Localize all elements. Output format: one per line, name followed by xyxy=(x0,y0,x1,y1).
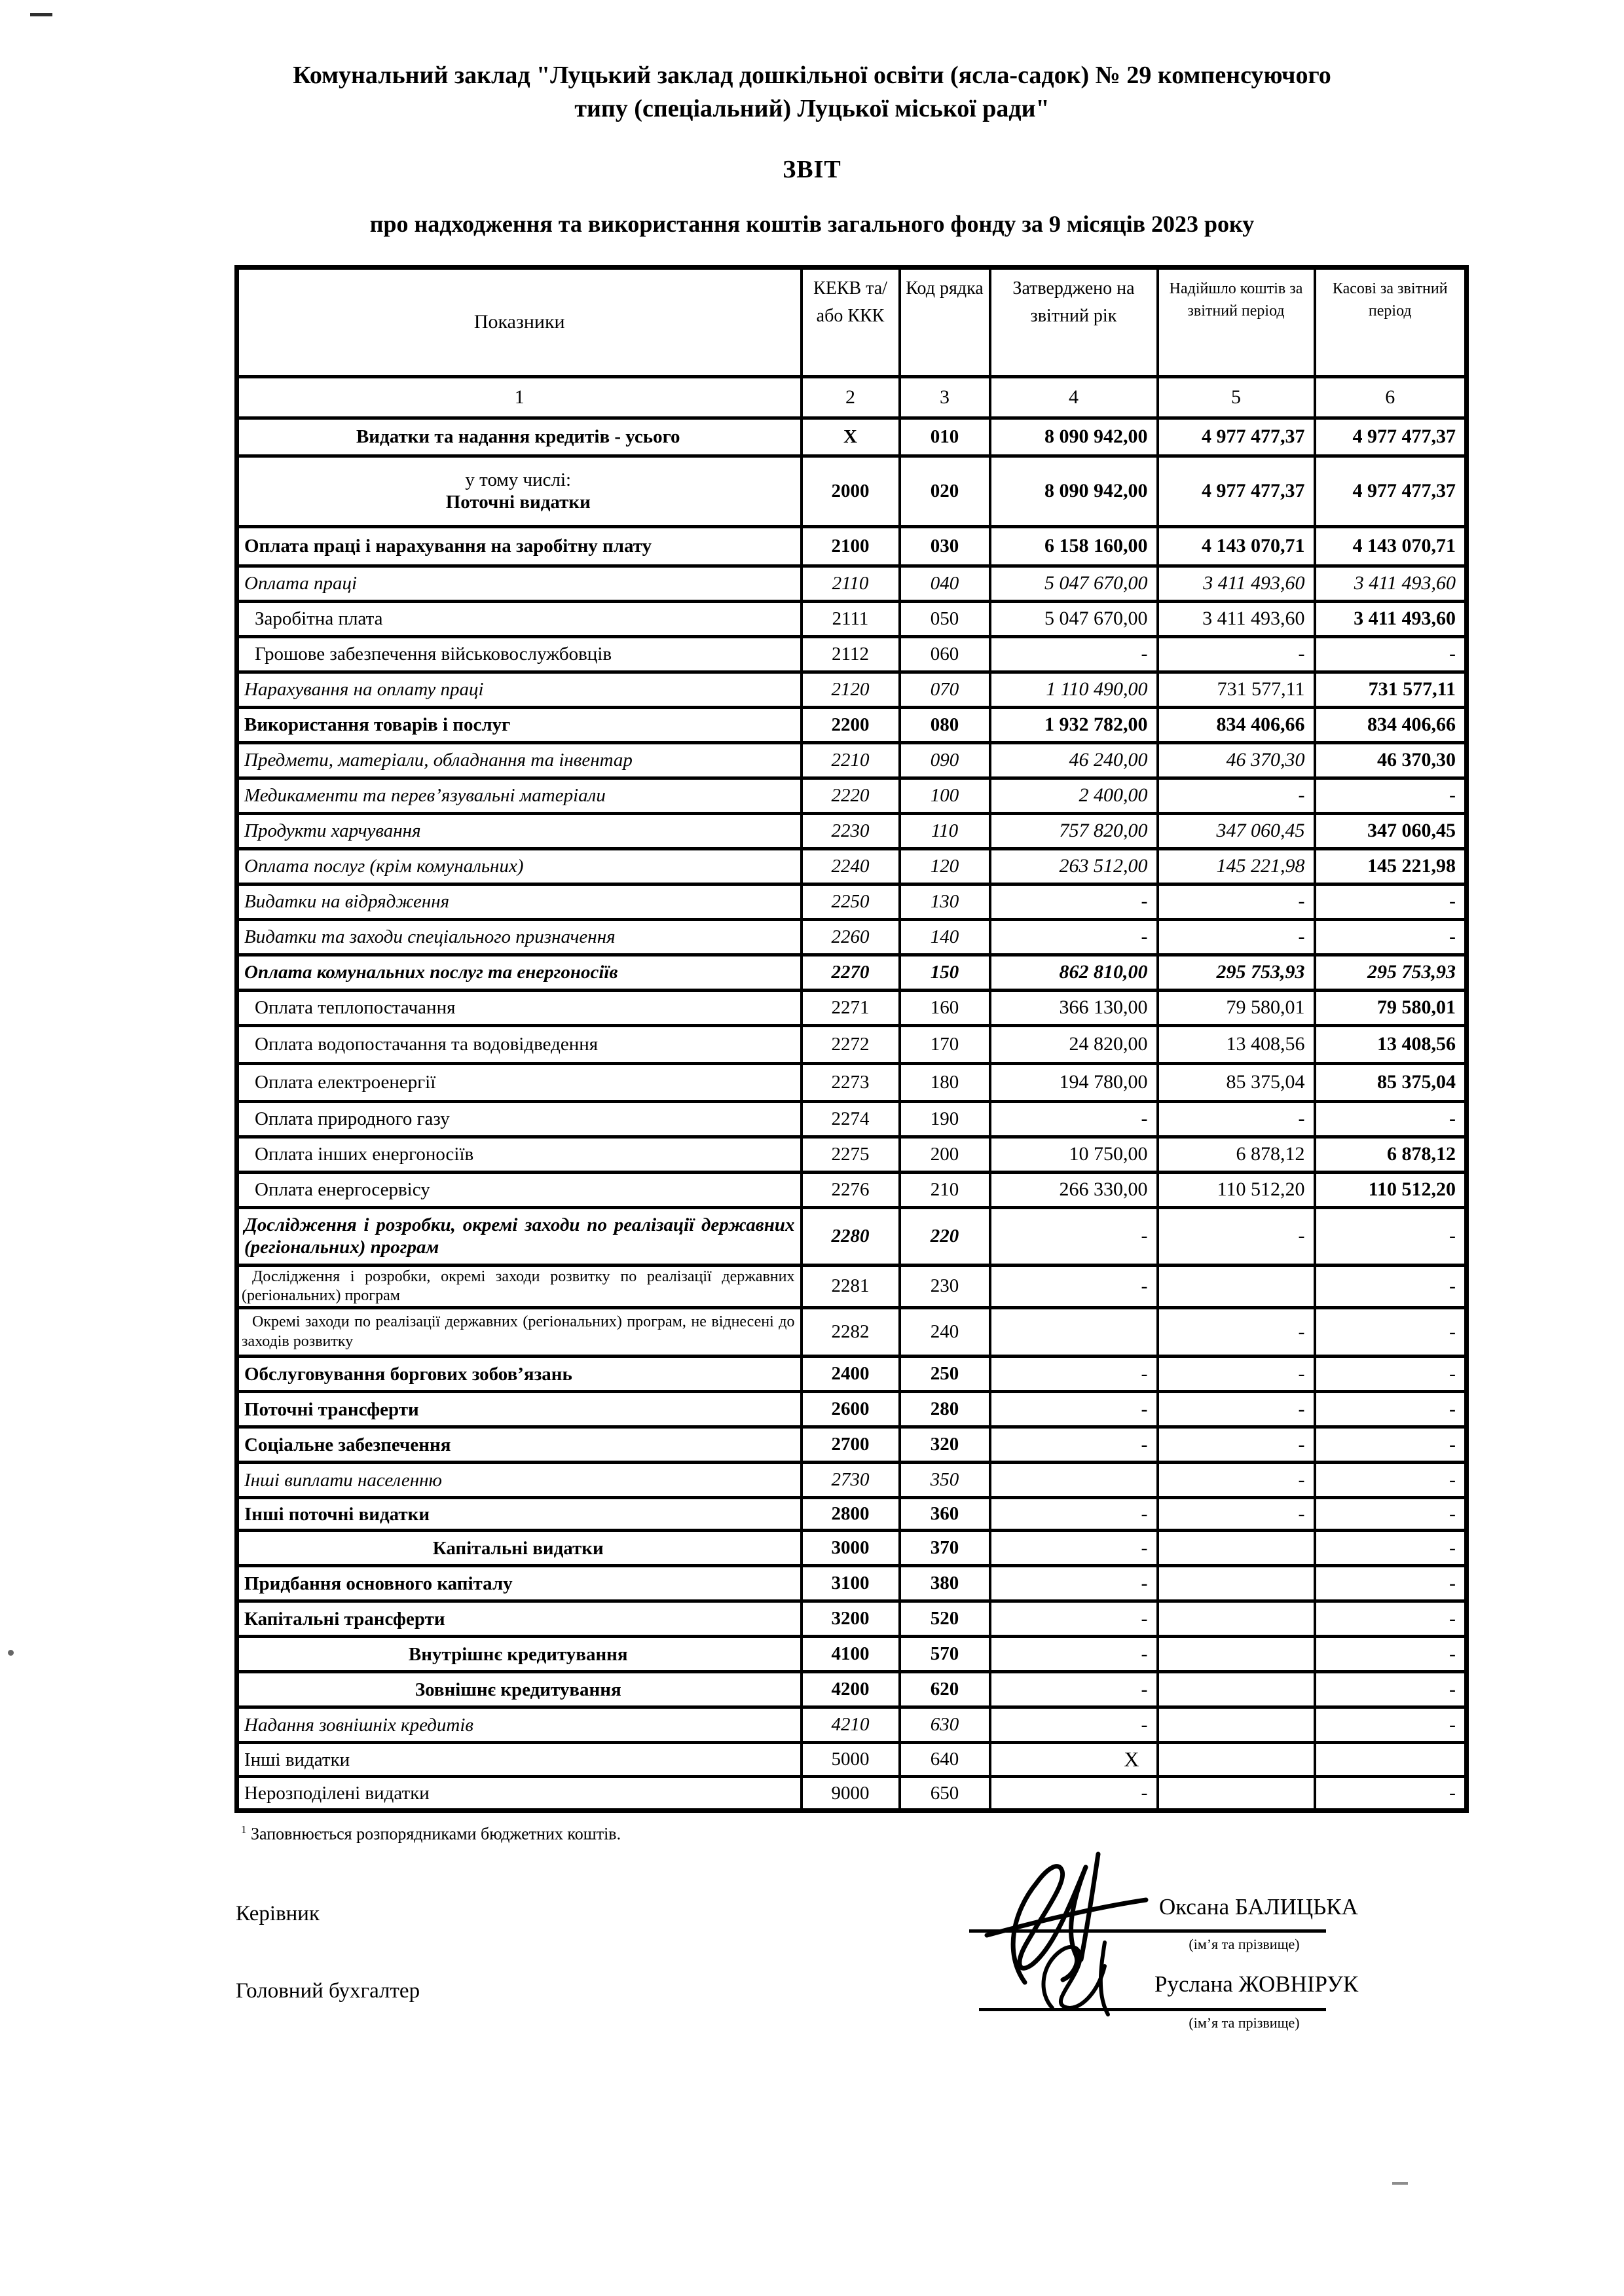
kekv-cell: 2700 xyxy=(802,1427,900,1463)
cash-cell: - xyxy=(1315,1308,1467,1357)
table-row xyxy=(237,848,1467,884)
cash-cell: 85 375,04 xyxy=(1315,1063,1467,1101)
cash-cell: - xyxy=(1315,1207,1467,1265)
code-cell: 080 xyxy=(900,707,990,742)
kekv-cell: 2230 xyxy=(802,813,900,848)
kekv-cell: 2275 xyxy=(802,1137,900,1172)
table-row xyxy=(237,636,1467,672)
table-row xyxy=(237,1566,1467,1601)
table-row xyxy=(237,1637,1467,1672)
kekv-cell: 9000 xyxy=(802,1777,900,1811)
code-cell: 130 xyxy=(900,884,990,919)
col-header-indicators: Показники xyxy=(237,267,802,376)
code-cell: 220 xyxy=(900,1207,990,1265)
code-cell: 120 xyxy=(900,848,990,884)
approved-cell: - xyxy=(990,1207,1158,1265)
code-cell: 250 xyxy=(900,1357,990,1392)
code-cell: 100 xyxy=(900,778,990,813)
indicator-cell: Соціальне забезпечення xyxy=(237,1427,802,1463)
table-row xyxy=(237,955,1467,990)
signature-role-chief-accountant: Головний бухгалтер xyxy=(236,1978,420,2003)
table-row xyxy=(237,1392,1467,1427)
kekv-cell: 2250 xyxy=(802,884,900,919)
column-number-cell: 4 xyxy=(990,376,1158,418)
code-cell: 320 xyxy=(900,1427,990,1463)
code-cell: 230 xyxy=(900,1265,990,1308)
approved-cell: 1 932 782,00 xyxy=(990,707,1158,742)
code-cell: 050 xyxy=(900,601,990,636)
col-header-cash: Касові за звітний період xyxy=(1315,267,1467,376)
received-cell xyxy=(1158,1566,1315,1601)
table-row xyxy=(237,526,1467,566)
received-cell: 6 878,12 xyxy=(1158,1137,1315,1172)
cash-cell: - xyxy=(1315,1777,1467,1811)
code-cell: 070 xyxy=(900,672,990,707)
approved-cell: 8 090 942,00 xyxy=(990,456,1158,526)
approved-cell: 266 330,00 xyxy=(990,1172,1158,1207)
indicator-cell: Дослідження і розробки, окремі заходи по реалізації державних (регіональних) програм xyxy=(237,1207,802,1265)
received-cell: 347 060,45 xyxy=(1158,813,1315,848)
kekv-cell: 2260 xyxy=(802,919,900,955)
code-cell: 190 xyxy=(900,1101,990,1137)
kekv-cell: 2272 xyxy=(802,1025,900,1063)
cash-cell: - xyxy=(1315,1566,1467,1601)
indicator-cell: Нерозподілені видатки xyxy=(237,1777,802,1811)
received-cell: 85 375,04 xyxy=(1158,1063,1315,1101)
indicator-cell: Оплата водопостачання та водовідведення xyxy=(237,1025,802,1063)
indicator-cell: Видатки та надання кредитів - усього xyxy=(237,418,802,456)
table-row xyxy=(237,1101,1467,1137)
code-cell: 210 xyxy=(900,1172,990,1207)
signature-block xyxy=(0,1868,1624,2149)
indicator-cell: Оплата електроенергії xyxy=(237,1063,802,1101)
received-cell: - xyxy=(1158,636,1315,672)
kekv-cell: 2271 xyxy=(802,990,900,1025)
kekv-cell: 2270 xyxy=(802,955,900,990)
kekv-cell: 2210 xyxy=(802,742,900,778)
column-number-cell: 5 xyxy=(1158,376,1315,418)
code-cell: 520 xyxy=(900,1601,990,1637)
table-row xyxy=(237,1707,1467,1743)
table-row xyxy=(237,742,1467,778)
code-cell: 170 xyxy=(900,1025,990,1063)
cash-cell: 295 753,93 xyxy=(1315,955,1467,990)
received-cell: - xyxy=(1158,1357,1315,1392)
table-row xyxy=(237,566,1467,601)
kekv-cell: 2281 xyxy=(802,1265,900,1308)
kekv-cell: 2220 xyxy=(802,778,900,813)
table-row xyxy=(237,1427,1467,1463)
table-row xyxy=(237,1172,1467,1207)
received-cell: - xyxy=(1158,1308,1315,1357)
kekv-cell: 2240 xyxy=(802,848,900,884)
cash-cell: - xyxy=(1315,778,1467,813)
indicator-cell: Оплата енергосервісу xyxy=(237,1172,802,1207)
indicator-cell: Поточні трансферти xyxy=(237,1392,802,1427)
footnote-marker: 1 xyxy=(241,1823,247,1836)
approved-cell: - xyxy=(990,919,1158,955)
indicator-cell: Оплата природного газу xyxy=(237,1101,802,1137)
code-cell: 030 xyxy=(900,526,990,566)
cash-cell: - xyxy=(1315,1707,1467,1743)
approved-cell: - xyxy=(990,1531,1158,1566)
table-row xyxy=(237,456,1467,526)
report-subtitle: про надходження та використання коштів загального фонду за 9 місяців 2023 року xyxy=(369,210,1255,237)
cash-cell: - xyxy=(1315,1601,1467,1637)
cash-cell xyxy=(1315,1743,1467,1777)
approved-cell: 10 750,00 xyxy=(990,1137,1158,1172)
table-row xyxy=(237,813,1467,848)
table-row xyxy=(237,919,1467,955)
table-row xyxy=(237,1777,1467,1811)
received-cell: - xyxy=(1158,1498,1315,1531)
organization-title-line1: Комунальний заклад "Луцький заклад дошкільної освіти (ясла-садок) № 29 компенсуючого xyxy=(293,62,1331,89)
received-cell xyxy=(1158,1265,1315,1308)
scan-artifact xyxy=(8,1650,14,1656)
cash-cell: 4 143 070,71 xyxy=(1315,526,1467,566)
code-cell: 140 xyxy=(900,919,990,955)
cash-cell: - xyxy=(1315,1427,1467,1463)
indicator-cell: у тому числі: Поточні видатки xyxy=(237,456,802,526)
kekv-cell: X xyxy=(802,418,900,456)
col-header-approved: Затверджено на звітний рік xyxy=(990,267,1158,376)
column-number-cell: 2 xyxy=(802,376,900,418)
kekv-cell: 2112 xyxy=(802,636,900,672)
received-cell: - xyxy=(1158,1207,1315,1265)
document-header xyxy=(0,0,1624,238)
organization-title-line2: типу (спеціальний) Луцької міської ради" xyxy=(574,95,1050,123)
indicator-cell: Інші поточні видатки xyxy=(237,1498,802,1531)
table-row xyxy=(237,1137,1467,1172)
code-cell: 060 xyxy=(900,636,990,672)
code-cell: 240 xyxy=(900,1308,990,1357)
indicator-cell: Інші видатки xyxy=(237,1743,802,1777)
received-cell xyxy=(1158,1531,1315,1566)
code-cell: 370 xyxy=(900,1531,990,1566)
cash-cell: - xyxy=(1315,1498,1467,1531)
received-cell: 295 753,93 xyxy=(1158,955,1315,990)
received-cell: - xyxy=(1158,1463,1315,1498)
indicator-cell: Надання зовнішніх кредитів xyxy=(237,1707,802,1743)
code-cell: 160 xyxy=(900,990,990,1025)
received-cell xyxy=(1158,1637,1315,1672)
cash-cell: - xyxy=(1315,636,1467,672)
code-cell: 090 xyxy=(900,742,990,778)
cash-cell: - xyxy=(1315,1672,1467,1707)
indicator-cell: Капітальні трансферти xyxy=(237,1601,802,1637)
received-cell: 110 512,20 xyxy=(1158,1172,1315,1207)
kekv-cell: 2100 xyxy=(802,526,900,566)
cash-cell: 3 411 493,60 xyxy=(1315,601,1467,636)
code-cell: 360 xyxy=(900,1498,990,1531)
indicator-cell: Оплата послуг (крім комунальних) xyxy=(237,848,802,884)
column-number-row xyxy=(237,376,1467,418)
approved-cell: 2 400,00 xyxy=(990,778,1158,813)
kekv-cell: 2276 xyxy=(802,1172,900,1207)
approved-cell: 5 047 670,00 xyxy=(990,601,1158,636)
code-cell: 630 xyxy=(900,1707,990,1743)
received-cell: - xyxy=(1158,1101,1315,1137)
indicator-cell: Оплата теплопостачання xyxy=(237,990,802,1025)
indicator-cell: Капітальні видатки xyxy=(237,1531,802,1566)
code-cell: 280 xyxy=(900,1392,990,1427)
cash-cell: - xyxy=(1315,1637,1467,1672)
approved-cell: 8 090 942,00 xyxy=(990,418,1158,456)
table-row xyxy=(237,1063,1467,1101)
received-cell: - xyxy=(1158,919,1315,955)
code-cell: 020 xyxy=(900,456,990,526)
indicator-cell: Внутрішнє кредитування xyxy=(237,1637,802,1672)
kekv-cell: 3200 xyxy=(802,1601,900,1637)
code-cell: 010 xyxy=(900,418,990,456)
received-cell: 4 977 477,37 xyxy=(1158,418,1315,456)
indicator-cell: Придбання основного капіталу xyxy=(237,1566,802,1601)
footnote-text: Заповнюється розпорядниками бюджетних коштів. xyxy=(251,1824,621,1844)
indicator-cell: Заробітна плата xyxy=(237,601,802,636)
approved-cell: 862 810,00 xyxy=(990,955,1158,990)
signatory-name-director: Оксана БАЛИЦЬКА xyxy=(1159,1893,1358,1920)
received-cell: 3 411 493,60 xyxy=(1158,601,1315,636)
indicator-cell: Грошове забезпечення військовослужбовців xyxy=(237,636,802,672)
indicator-cell: Предмети, матеріали, обладнання та інвентар xyxy=(237,742,802,778)
table-row xyxy=(237,1601,1467,1637)
approved-cell: X xyxy=(990,1743,1158,1777)
table-row xyxy=(237,1265,1467,1308)
code-cell: 640 xyxy=(900,1743,990,1777)
table-row xyxy=(237,1463,1467,1498)
kekv-cell: 2400 xyxy=(802,1357,900,1392)
received-cell: - xyxy=(1158,778,1315,813)
table-row xyxy=(237,778,1467,813)
received-cell xyxy=(1158,1777,1315,1811)
cash-cell: - xyxy=(1315,1463,1467,1498)
column-number-cell: 3 xyxy=(900,376,990,418)
organization-title xyxy=(170,59,1454,126)
approved-cell: - xyxy=(990,1707,1158,1743)
received-cell: 4 143 070,71 xyxy=(1158,526,1315,566)
approved-cell: 5 047 670,00 xyxy=(990,566,1158,601)
col-header-kekv: КЕКВ та/або ККК xyxy=(802,267,900,376)
received-cell: 46 370,30 xyxy=(1158,742,1315,778)
approved-cell: 1 110 490,00 xyxy=(990,672,1158,707)
kekv-cell: 5000 xyxy=(802,1743,900,1777)
handwritten-signature-accountant xyxy=(1012,1928,1143,2020)
kekv-cell: 2120 xyxy=(802,672,900,707)
approved-cell: 194 780,00 xyxy=(990,1063,1158,1101)
table-row xyxy=(237,418,1467,456)
col-header-row-code: Код рядка xyxy=(900,267,990,376)
cash-cell: - xyxy=(1315,1265,1467,1308)
cash-cell: 110 512,20 xyxy=(1315,1172,1467,1207)
received-cell: 3 411 493,60 xyxy=(1158,566,1315,601)
approved-cell: 46 240,00 xyxy=(990,742,1158,778)
code-cell: 650 xyxy=(900,1777,990,1811)
approved-cell: - xyxy=(990,1265,1158,1308)
approved-cell: 366 130,00 xyxy=(990,990,1158,1025)
column-number-cell: 6 xyxy=(1315,376,1467,418)
received-cell: - xyxy=(1158,1392,1315,1427)
indicator-cell: Інші виплати населенню xyxy=(237,1463,802,1498)
col-header-received: Надійшло коштів за звітний період xyxy=(1158,267,1315,376)
kekv-cell: 2800 xyxy=(802,1498,900,1531)
kekv-cell: 2730 xyxy=(802,1463,900,1498)
approved-cell: 6 158 160,00 xyxy=(990,526,1158,566)
kekv-cell: 3000 xyxy=(802,1531,900,1566)
approved-cell: - xyxy=(990,1637,1158,1672)
indicator-cell: Дослідження і розробки, окремі заходи розвитку по реалізації державних (регіональних) програм xyxy=(237,1265,802,1308)
kekv-cell: 2280 xyxy=(802,1207,900,1265)
table-row xyxy=(237,990,1467,1025)
approved-cell: 24 820,00 xyxy=(990,1025,1158,1063)
signature-role-director: Керівник xyxy=(236,1901,320,1925)
cash-cell: - xyxy=(1315,884,1467,919)
cash-cell: - xyxy=(1315,919,1467,955)
approved-cell: - xyxy=(990,1777,1158,1811)
received-cell: 731 577,11 xyxy=(1158,672,1315,707)
indicator-cell: Використання товарів і послуг xyxy=(237,707,802,742)
indicator-cell: Оплата комунальних послуг та енергоносіїв xyxy=(237,955,802,990)
signature-line xyxy=(979,2008,1326,2011)
kekv-cell: 2600 xyxy=(802,1392,900,1427)
cash-cell: 834 406,66 xyxy=(1315,707,1467,742)
indicator-cell: Нарахування на оплату праці xyxy=(237,672,802,707)
cash-cell: 13 408,56 xyxy=(1315,1025,1467,1063)
code-cell: 150 xyxy=(900,955,990,990)
table-row xyxy=(237,672,1467,707)
cash-cell: - xyxy=(1315,1101,1467,1137)
approved-cell: - xyxy=(990,1601,1158,1637)
report-label: ЗВІТ xyxy=(783,155,841,183)
table-row xyxy=(237,1025,1467,1063)
approved-cell: - xyxy=(990,1566,1158,1601)
approved-cell: - xyxy=(990,1357,1158,1392)
indicator-cell: Видатки та заходи спеціального призначення xyxy=(237,919,802,955)
kekv-cell: 3100 xyxy=(802,1566,900,1601)
cash-cell: 3 411 493,60 xyxy=(1315,566,1467,601)
kekv-cell: 2111 xyxy=(802,601,900,636)
approved-cell: - xyxy=(990,1672,1158,1707)
code-cell: 380 xyxy=(900,1566,990,1601)
cash-cell: - xyxy=(1315,1392,1467,1427)
cash-cell: 4 977 477,37 xyxy=(1315,456,1467,526)
indicator-cell: Оплата праці xyxy=(237,566,802,601)
kekv-cell: 2274 xyxy=(802,1101,900,1137)
table-row xyxy=(237,1498,1467,1531)
table-row xyxy=(237,1743,1467,1777)
signature-caption: (ім’я та прізвище) xyxy=(1189,1935,1300,1952)
received-cell: 145 221,98 xyxy=(1158,848,1315,884)
cash-cell: 731 577,11 xyxy=(1315,672,1467,707)
report-table xyxy=(234,265,1469,1813)
received-cell xyxy=(1158,1672,1315,1707)
cash-cell: 46 370,30 xyxy=(1315,742,1467,778)
code-cell: 110 xyxy=(900,813,990,848)
received-cell: 13 408,56 xyxy=(1158,1025,1315,1063)
column-number-cell: 1 xyxy=(237,376,802,418)
approved-cell: - xyxy=(990,1498,1158,1531)
cash-cell: 4 977 477,37 xyxy=(1315,418,1467,456)
cash-cell: 145 221,98 xyxy=(1315,848,1467,884)
table-row xyxy=(237,1357,1467,1392)
signature-caption: (ім’я та прізвище) xyxy=(1189,2014,1300,2031)
scan-artifact xyxy=(1392,2182,1408,2185)
cash-cell: - xyxy=(1315,1531,1467,1566)
indicator-cell: Продукти харчування xyxy=(237,813,802,848)
code-cell: 180 xyxy=(900,1063,990,1101)
kekv-cell: 4100 xyxy=(802,1637,900,1672)
kekv-cell: 2000 xyxy=(802,456,900,526)
table-row xyxy=(237,1207,1467,1265)
cash-cell: 6 878,12 xyxy=(1315,1137,1467,1172)
received-cell: 834 406,66 xyxy=(1158,707,1315,742)
code-cell: 200 xyxy=(900,1137,990,1172)
approved-cell: - xyxy=(990,1427,1158,1463)
received-cell: - xyxy=(1158,1427,1315,1463)
indicator-cell: Оплата інших енергоносіїв xyxy=(237,1137,802,1172)
approved-cell: - xyxy=(990,884,1158,919)
indicator-cell: Медикаменти та перев’язувальні матеріали xyxy=(237,778,802,813)
kekv-cell: 2282 xyxy=(802,1308,900,1357)
approved-cell: 263 512,00 xyxy=(990,848,1158,884)
received-cell: 79 580,01 xyxy=(1158,990,1315,1025)
indicator-cell: Зовнішнє кредитування xyxy=(237,1672,802,1707)
code-cell: 040 xyxy=(900,566,990,601)
indicator-cell: Оплата праці і нарахування на заробітну плату xyxy=(237,526,802,566)
code-cell: 620 xyxy=(900,1672,990,1707)
scan-artifact xyxy=(30,13,52,16)
kekv-cell: 4200 xyxy=(802,1672,900,1707)
approved-cell: 757 820,00 xyxy=(990,813,1158,848)
received-cell: 4 977 477,37 xyxy=(1158,456,1315,526)
table-row xyxy=(237,601,1467,636)
received-cell xyxy=(1158,1707,1315,1743)
kekv-cell: 2273 xyxy=(802,1063,900,1101)
table-row xyxy=(237,1531,1467,1566)
received-cell xyxy=(1158,1743,1315,1777)
table-header-row xyxy=(237,267,1467,376)
table-row xyxy=(237,707,1467,742)
table-row xyxy=(237,1672,1467,1707)
table-row xyxy=(237,884,1467,919)
cash-cell: 79 580,01 xyxy=(1315,990,1467,1025)
kekv-cell: 4210 xyxy=(802,1707,900,1743)
code-cell: 350 xyxy=(900,1463,990,1498)
approved-cell xyxy=(990,1308,1158,1357)
indicator-cell: Видатки на відрядження xyxy=(237,884,802,919)
kekv-cell: 2200 xyxy=(802,707,900,742)
approved-cell: - xyxy=(990,1392,1158,1427)
approved-cell: - xyxy=(990,636,1158,672)
approved-cell: - xyxy=(990,1101,1158,1137)
approved-cell xyxy=(990,1463,1158,1498)
table-row xyxy=(237,1308,1467,1357)
kekv-cell: 2110 xyxy=(802,566,900,601)
received-cell xyxy=(1158,1601,1315,1637)
indicator-cell: Обслуговування боргових зобов’язань xyxy=(237,1357,802,1392)
received-cell: - xyxy=(1158,884,1315,919)
cash-cell: - xyxy=(1315,1357,1467,1392)
code-cell: 570 xyxy=(900,1637,990,1672)
signatory-name-accountant: Руслана ЖОВНІРУК xyxy=(1154,1971,1359,1997)
indicator-cell: Окремі заходи по реалізації державних (регіональних) програм, не віднесені до заходів розвитку xyxy=(237,1308,802,1357)
cash-cell: 347 060,45 xyxy=(1315,813,1467,848)
footnote xyxy=(241,1823,1624,1844)
